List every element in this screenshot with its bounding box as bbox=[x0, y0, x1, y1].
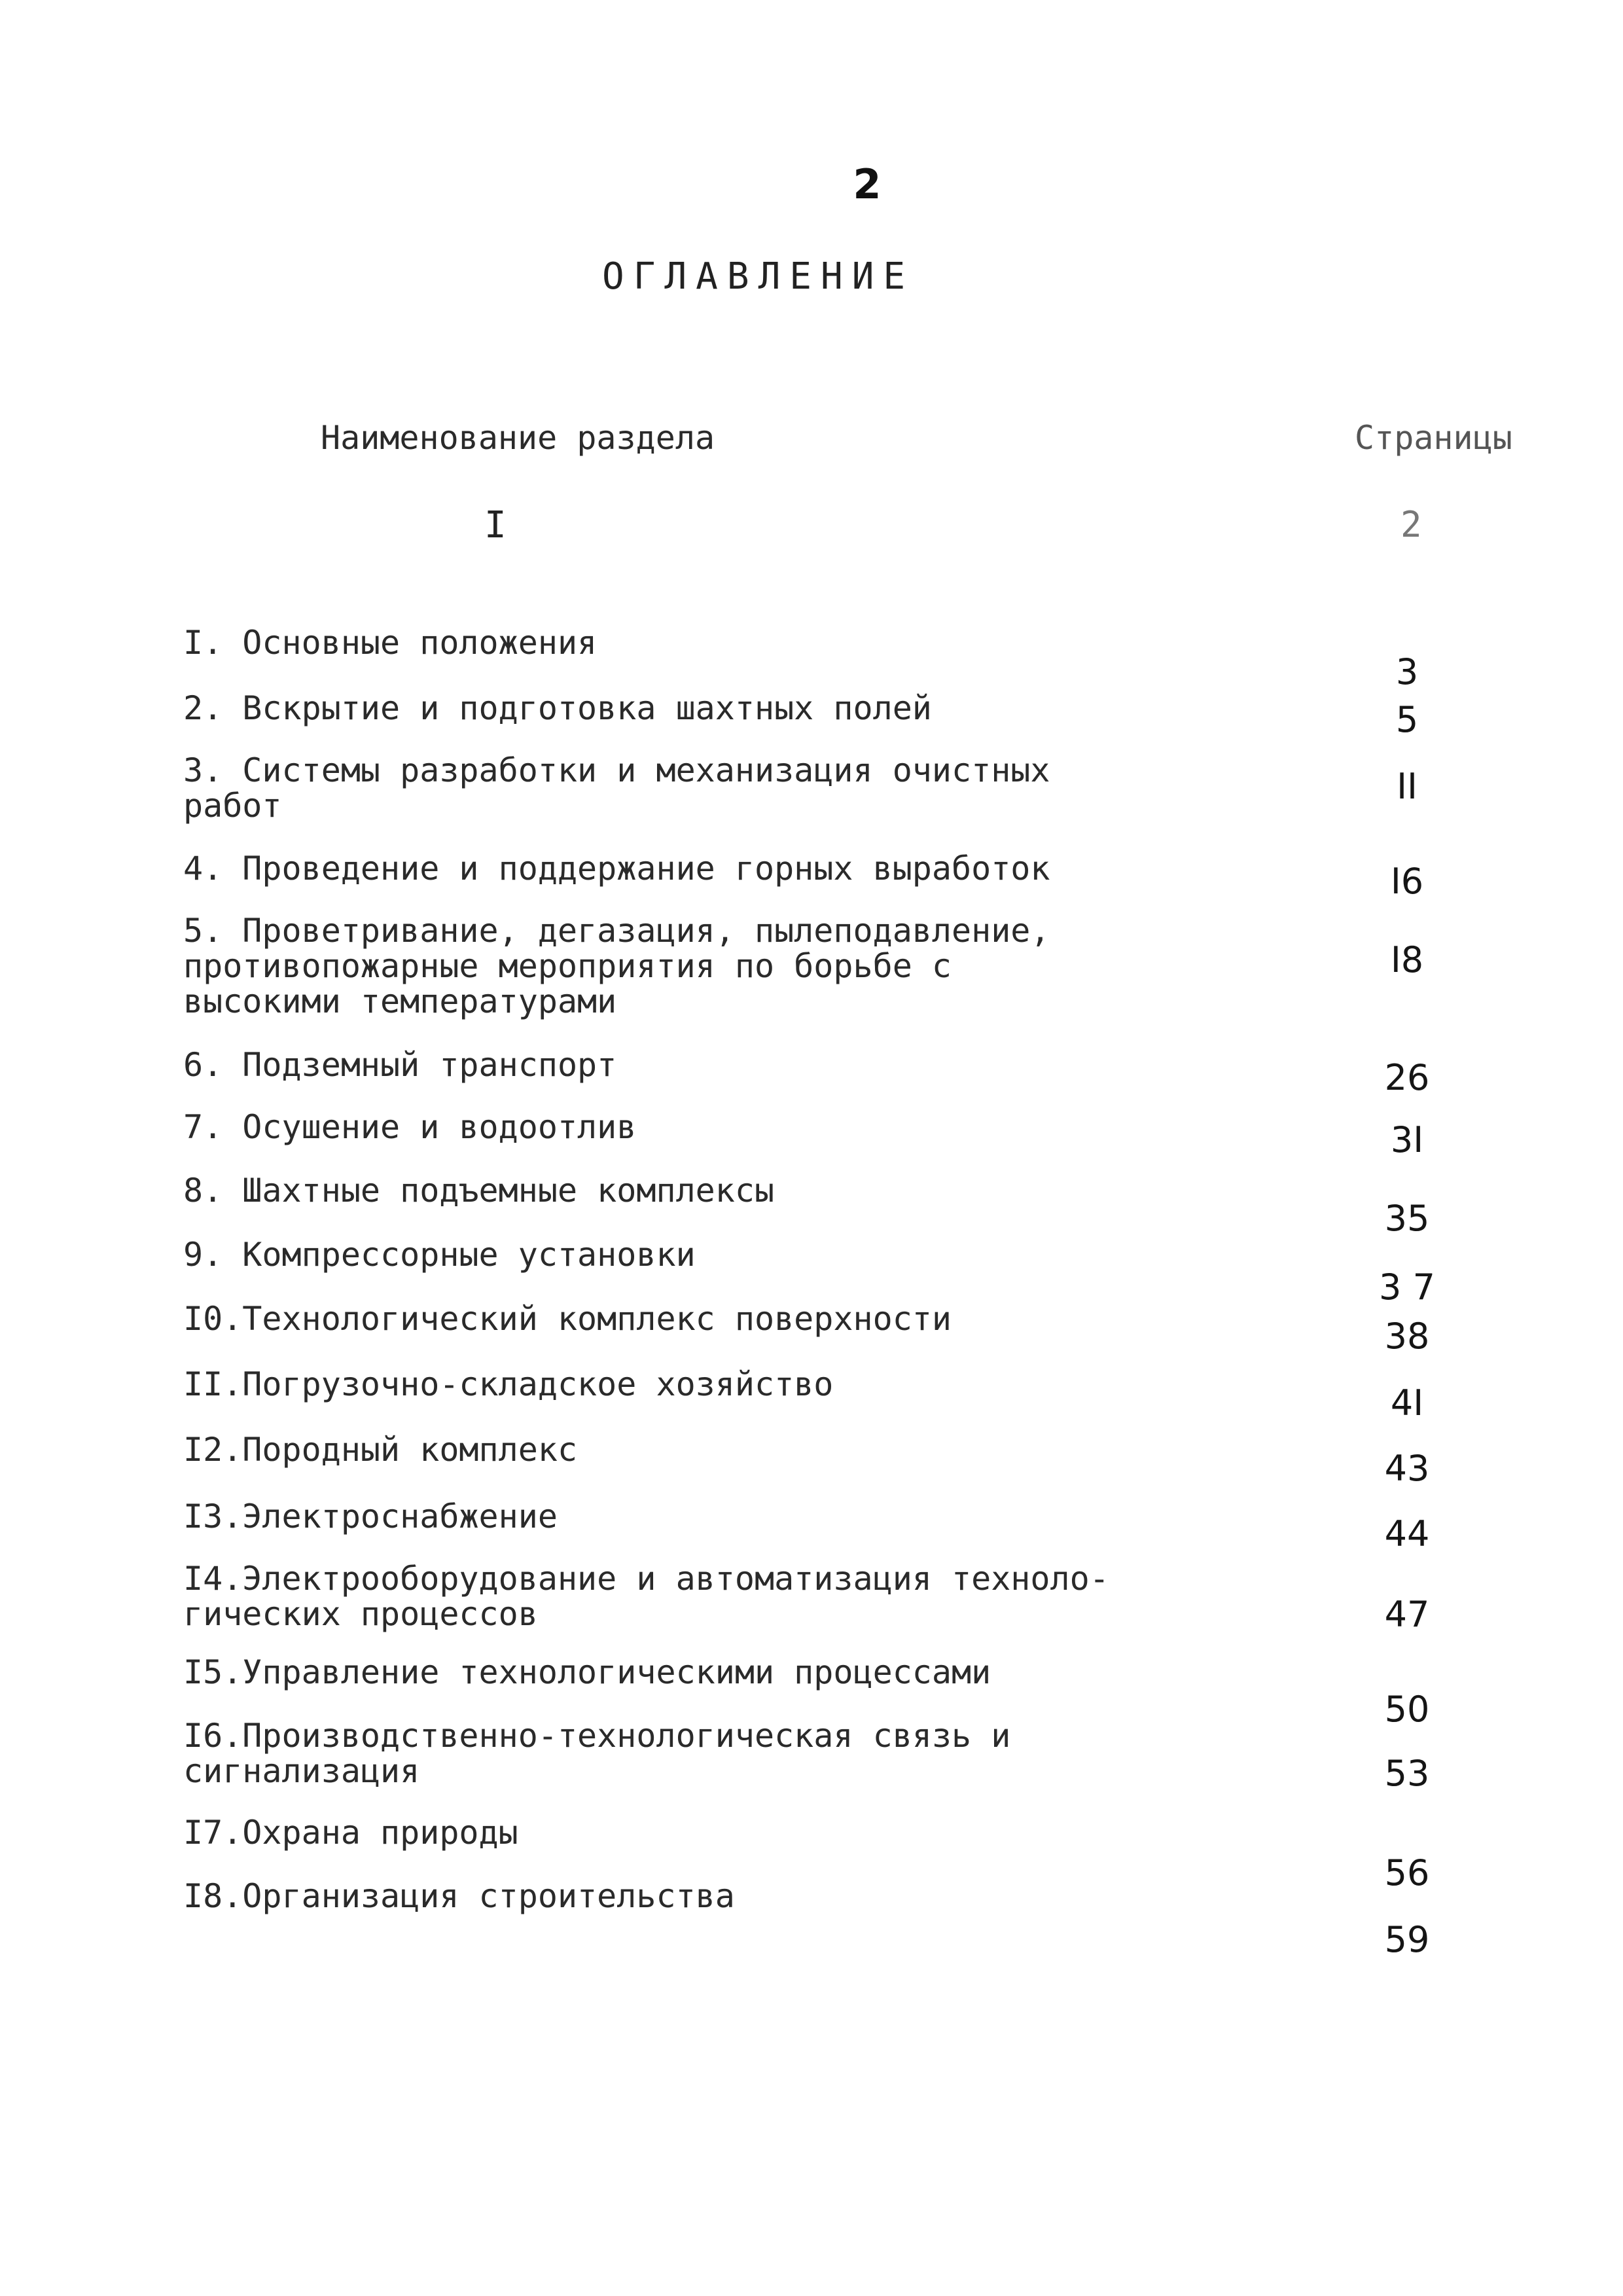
toc-page-number: 38 bbox=[1384, 1316, 1430, 1357]
toc-page-number: 44 bbox=[1384, 1513, 1430, 1554]
toc-page-number: 47 bbox=[1384, 1594, 1430, 1635]
toc-page-number: 4I bbox=[1390, 1382, 1424, 1424]
toc-entry: 2. Вскрытие и подготовка шахтных полей bbox=[183, 689, 932, 727]
toc-page-number: 5 bbox=[1395, 699, 1419, 740]
toc-entry: I3.Электроснабжение bbox=[183, 1498, 558, 1535]
toc-page-number: 3 7 bbox=[1379, 1266, 1435, 1308]
toc-entry: 5. Проветривание, дегазация, пылеподавление, противопожарные мероприятия по борьбе с высокими температурами bbox=[183, 912, 1050, 1020]
toc-page-number: 59 bbox=[1384, 1919, 1430, 1960]
toc-entry: I. Основные положения bbox=[183, 624, 597, 662]
intro-section-page: 2 bbox=[1400, 504, 1422, 545]
toc-page-number: 35 bbox=[1384, 1198, 1430, 1239]
toc-entry: 4. Проведение и поддержание горных выработок bbox=[183, 850, 1050, 888]
column-header-section-name: Наименование раздела bbox=[321, 419, 715, 457]
toc-entry: 6. Подземный транспорт bbox=[183, 1046, 617, 1084]
column-header-pages: Страницы bbox=[1355, 419, 1512, 457]
document-title: ОГЛАВЛЕНИЕ bbox=[602, 255, 915, 298]
toc-page-number: 56 bbox=[1384, 1852, 1430, 1893]
toc-entry: 7. Осушение и водоотлив bbox=[183, 1108, 637, 1146]
toc-page-number: 43 bbox=[1384, 1448, 1430, 1489]
toc-entry: I0.Технологический комплекс поверхности bbox=[183, 1300, 952, 1338]
toc-entry: 3. Системы разработки и механизация очистных работ bbox=[183, 751, 1050, 825]
toc-entry: I8.Организация строительства bbox=[183, 1877, 735, 1915]
toc-page-number: 3I bbox=[1390, 1119, 1424, 1160]
toc-page-number: 26 bbox=[1384, 1057, 1430, 1098]
toc-entry: 9. Компрессорные установки bbox=[183, 1236, 696, 1274]
toc-page-number: II bbox=[1397, 766, 1418, 807]
toc-entry: I4.Электрооборудование и автоматизация техноло- гических процессов bbox=[183, 1560, 1109, 1633]
intro-section-label: I bbox=[484, 504, 507, 547]
toc-page-number: 50 bbox=[1384, 1689, 1430, 1730]
toc-entry: 8. Шахтные подъемные комплексы bbox=[183, 1172, 775, 1210]
toc-page-number: 3 bbox=[1395, 651, 1419, 692]
toc-entry: I5.Управление технологическими процессами bbox=[183, 1653, 991, 1691]
toc-entry: II.Погрузочно-складское хозяйство bbox=[183, 1365, 834, 1403]
toc-entry: I6.Производственно-технологическая связь и сигнализация bbox=[183, 1717, 1011, 1790]
toc-page-number: I8 bbox=[1390, 939, 1424, 980]
toc-entry: I2.Породный комплекс bbox=[183, 1431, 578, 1469]
page-number: 2 bbox=[853, 160, 882, 208]
toc-page-number: I6 bbox=[1390, 861, 1424, 902]
toc-page-number: 53 bbox=[1384, 1753, 1430, 1794]
toc-entry: I7.Охрана природы bbox=[183, 1814, 518, 1852]
